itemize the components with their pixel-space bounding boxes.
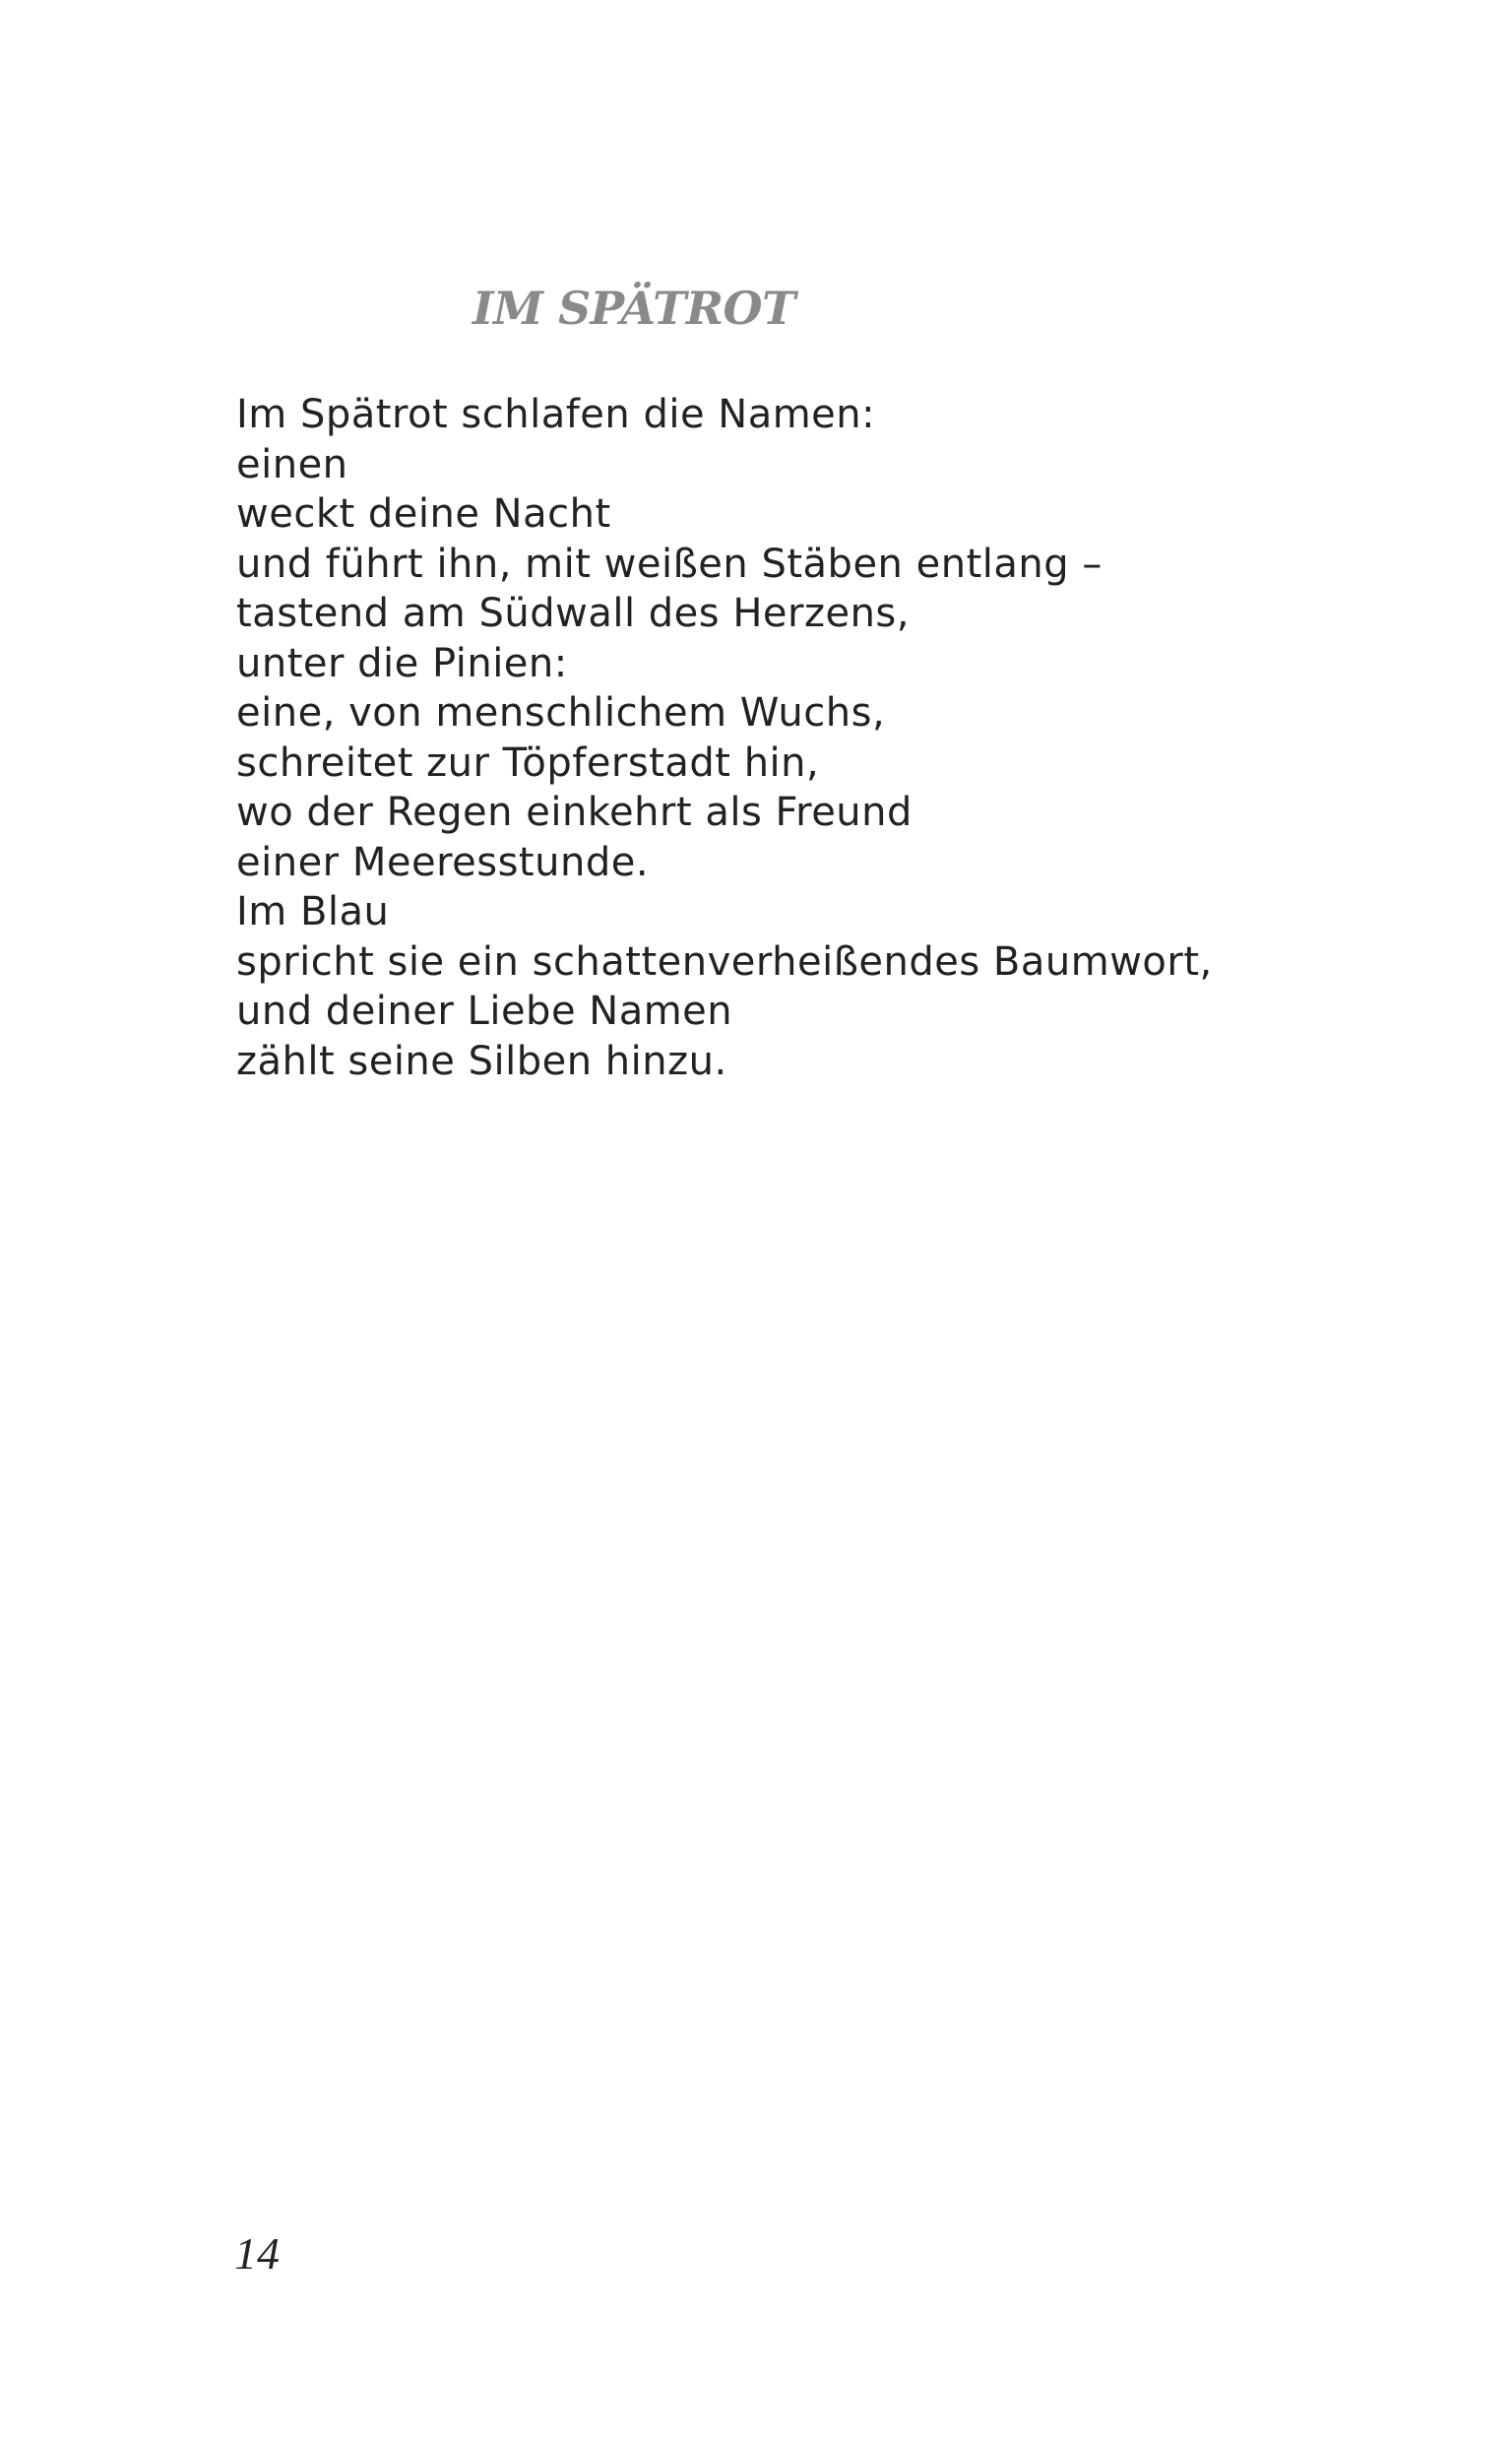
page-number: 14	[234, 2228, 280, 2279]
poem-line: tastend am Südwall des Herzens,	[236, 591, 910, 636]
poem-line: Im Blau	[236, 889, 390, 934]
poem-line: wo der Regen einkehrt als Freund	[236, 790, 913, 835]
poem-line: zählt seine Silben hinzu.	[236, 1038, 727, 1084]
poem-title: IM SPÄTROT	[472, 282, 795, 335]
poem-line: schreitet zur Töpferstadt hin,	[236, 739, 820, 786]
poem-line: weckt deine Nacht	[236, 491, 611, 537]
poem-line: eine, von menschlichem Wuchs,	[236, 690, 886, 736]
poem-line: einer Meeresstunde.	[236, 839, 650, 885]
poem-line: einen	[236, 441, 348, 487]
poem-body	[236, 390, 1213, 1086]
poem-line: Im Spätrot schlafen die Namen:	[236, 392, 876, 437]
poem-line: spricht sie ein schattenverheißendes Baumwort,	[236, 938, 1213, 985]
poem-line: und deiner Liebe Namen	[236, 989, 733, 1034]
poem-line: unter die Pinien:	[236, 640, 568, 686]
poem-line: und führt ihn, mit weißen Stäben entlang –	[236, 541, 1102, 587]
